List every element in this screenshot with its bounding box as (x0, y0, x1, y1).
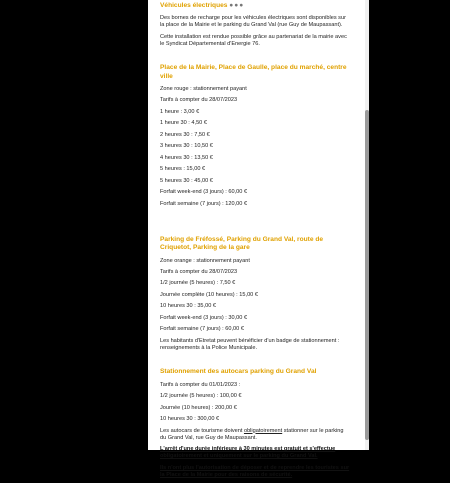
tariff-row: Forfait semaine (7 jours) : 120,00 € (160, 200, 248, 207)
tariff-row: 5 heures : 15,00 € (160, 166, 206, 173)
tariff-row: Forfait week-end (3 jours) : 30,00 € (160, 314, 248, 321)
coach-note-pre: Les autocars de tourisme doivent (160, 427, 244, 434)
coach-note-post: stationner sur le parking du Grand Val, rue Guy de Maupassant. (160, 427, 344, 441)
resident-badge-note: Les habitants d'Etretat peuvent bénéficier d'un badge de stationnement : renseignements à la Police Municipale. (160, 337, 340, 351)
coach-drop-rule: Ils n'ont plus l'autorisation de déposer et de reprendre les touristes sur la Place de la Mairie pour des raisons de sécurité. (160, 464, 350, 478)
section-heading-coach-parking: Stationnement des autocars parking du Grand Val (160, 368, 317, 376)
section-heading-electric-vehicles (160, 2, 350, 10)
tariff-row: 10 heures 30 : 300,00 € (160, 416, 220, 423)
section-title: Véhicules électriques (160, 2, 228, 9)
zone-label: Zone orange : stationnement payant (160, 257, 250, 264)
scrollbar[interactable] (365, 0, 369, 450)
tariff-row: 2 heures 30 : 7,50 € (160, 131, 210, 138)
tariff-row: 5 heures 30 : 45,00 € (160, 177, 213, 184)
coach-note-emphasis: obligatoirement (243, 427, 283, 434)
coach-stop-rule: L'arrêt d'une durée inférieure à 30 minutes est gratuit et s'effectue obligatoirement et uniquement sur le parking du Grand Val. (160, 446, 336, 460)
tariff-row: 1 heure 30 : 4,50 € (160, 120, 207, 127)
coach-note (160, 428, 350, 442)
section-heading-zone-rouge: Place de la Mairie, Place de Gaulle, place du marché, centre ville (160, 64, 347, 80)
tariff-date: Tarifs à compter du 28/07/2023 (160, 97, 238, 104)
tariff-row: 1/2 journée (5 heures) : 7,50 € (160, 280, 236, 287)
section-heading-zone-orange: Parking de Fréfossé, Parking du Grand Val, route de Criquetot, Parking de la gare (160, 236, 324, 252)
tariff-row: 1/2 journée (5 heures) : 100,00 € (160, 393, 242, 400)
tariff-row: 4 heures 30 : 13,50 € (160, 154, 213, 161)
scrollbar-thumb[interactable] (365, 110, 369, 440)
tariff-row: 10 heures 30 : 35,00 € (160, 303, 216, 310)
tariff-row: Forfait week-end (3 jours) : 60,00 € (160, 189, 248, 196)
paragraph: Cette installation est rendue possible grâce au partenariat de la mairie avec le Syndicat Départemental d'Energie 76. (160, 33, 347, 47)
tariff-row: Journée (10 heures) : 200,00 € (160, 404, 237, 411)
tariff-row: 1 heure : 3,00 € (160, 108, 200, 115)
zone-label: Zone rouge : stationnement payant (160, 85, 247, 92)
dots-icon: ●●● (229, 2, 245, 9)
tariff-row: 3 heures 30 : 10,50 € (160, 143, 213, 150)
tariff-row: Forfait semaine (7 jours) : 60,00 € (160, 326, 244, 333)
tariff-row: Journée complète (10 heures) : 15,00 € (160, 291, 258, 298)
paragraph: Des bornes de recharge pour les véhicules électriques sont disponibles sur la place de la Mairie et le parking du Grand Val (rue Guy de Maupassant). (160, 15, 346, 29)
tariff-date: Tarifs à compter du 01/01/2023 : (160, 381, 241, 388)
article-body (160, 2, 350, 483)
tariff-date: Tarifs à compter du 28/07/2023 (160, 268, 238, 275)
page-content-panel (148, 0, 365, 478)
